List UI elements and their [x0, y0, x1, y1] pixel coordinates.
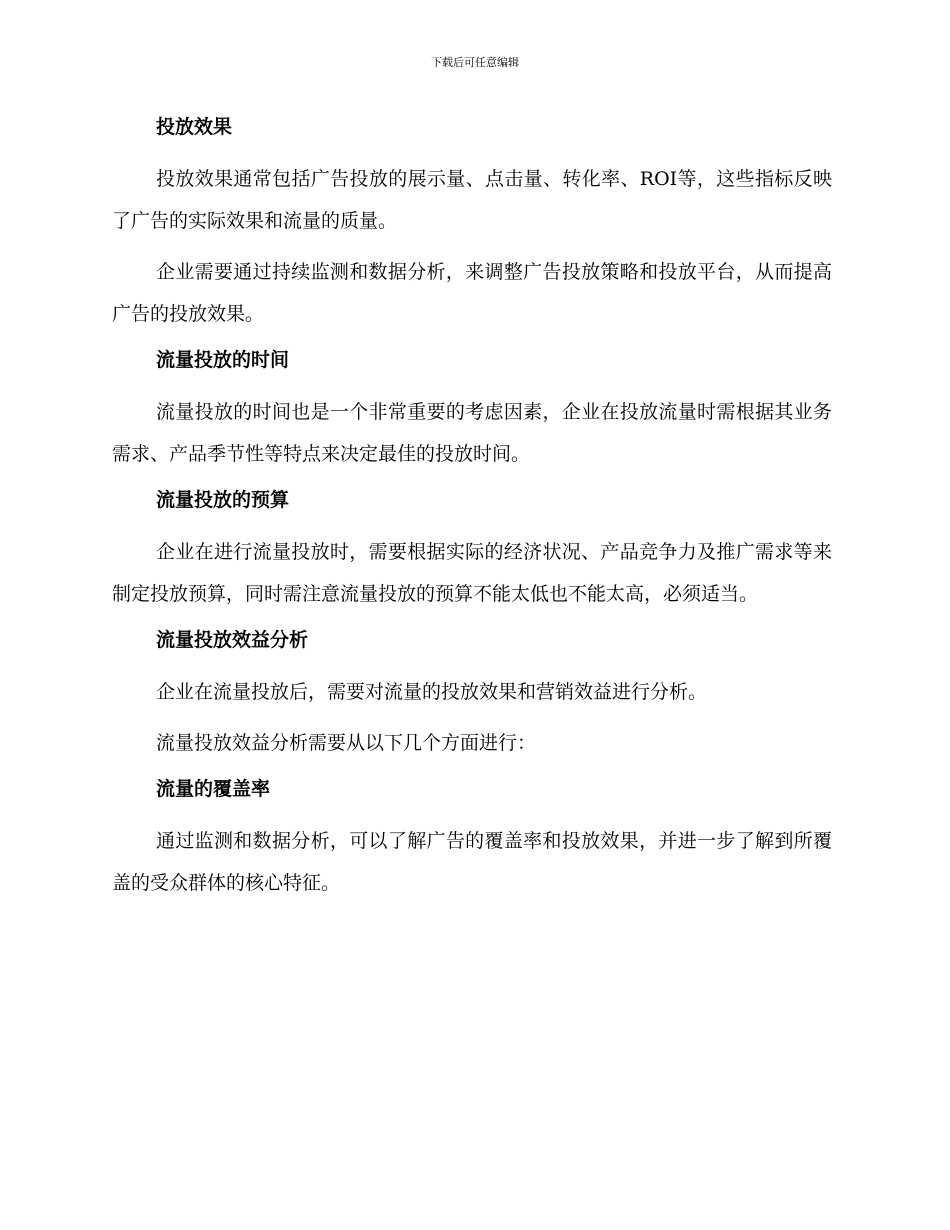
section-heading: 投放效果 — [156, 116, 233, 138]
section-heading: 流量投放的时间 — [156, 349, 290, 371]
section-traffic-timing — [112, 344, 832, 475]
body-paragraph: 流量投放的时间也是一个非常重要的考虑因素，企业在投放流量时需根据其业务需求、产品季节性等特点来决定最佳的投放时间。 — [112, 401, 832, 465]
section-heading: 流量投放的预算 — [156, 489, 290, 511]
section-traffic-budget — [112, 484, 832, 615]
body-paragraph: 流量投放效益分析需要从以下几个方面进行： — [156, 732, 537, 754]
section-heading: 流量投放效益分析 — [156, 629, 309, 651]
section-coverage-rate — [112, 773, 832, 904]
section-benefit-analysis — [112, 624, 832, 764]
document-body — [112, 111, 832, 913]
section-heading: 流量的覆盖率 — [156, 778, 271, 800]
body-paragraph: 投放效果通常包括广告投放的展示量、点击量、转化率、ROI等，这些指标反映了广告的实际效果和流量的质量。 — [112, 168, 832, 232]
body-paragraph: 企业需要通过持续监测和数据分析，来调整广告投放策略和投放平台，从而提高广告的投放效果。 — [112, 261, 832, 325]
page-header: 下载后可任意编辑 — [431, 56, 519, 69]
section-ad-effect — [112, 111, 832, 335]
body-paragraph: 企业在进行流量投放时，需要根据实际的经济状况、产品竞争力及推广需求等来制定投放预算，同时需注意流量投放的预算不能太低也不能太高，必须适当。 — [112, 541, 832, 605]
body-paragraph: 通过监测和数据分析，可以了解广告的覆盖率和投放效果，并进一步了解到所覆盖的受众群体的核心特征。 — [112, 830, 832, 894]
body-paragraph: 企业在流量投放后，需要对流量的投放效果和营销效益进行分析。 — [156, 681, 708, 703]
